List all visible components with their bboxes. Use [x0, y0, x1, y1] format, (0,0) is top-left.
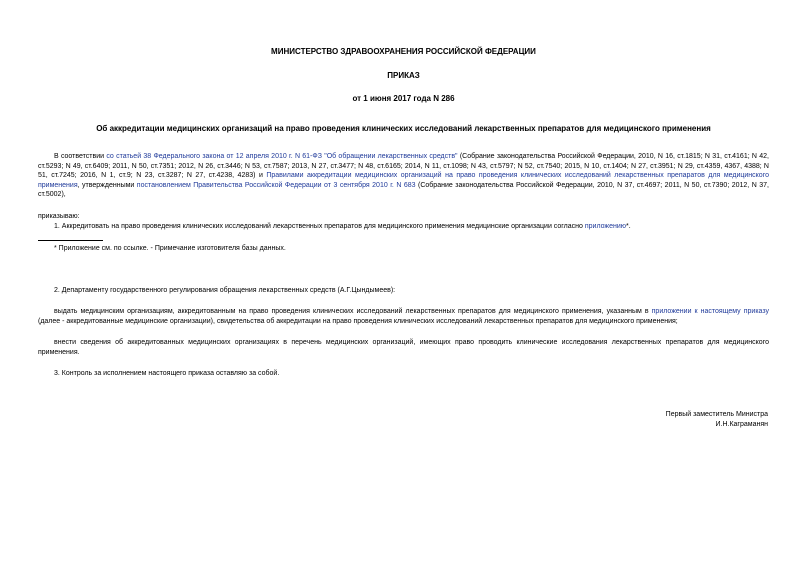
- appendix-order-link[interactable]: приложении к настоящему приказу: [651, 308, 770, 315]
- preamble-text-3: , утвержденными: [77, 181, 137, 189]
- appendix-link[interactable]: приложению: [584, 223, 627, 230]
- document-title: Об аккредитации медицинских организаций на право проведения клинических исследований лекарственных препаратов для медицинского применения: [96, 124, 711, 133]
- doc-type-heading: ПРИКАЗ: [387, 71, 420, 80]
- accreditation-rules-link[interactable]: Правилами аккредитации медицинских организаций на право проведения клинических исследований лекарственных препаратов для медицинского применения: [38, 172, 769, 189]
- item-2-sub-2: внести сведения об аккредитованных медицинских организациях в перечень медицинских организаций, имеющих право проводить клинические исследования лекарственных препаратов для медицинского применения.: [38, 339, 769, 356]
- preamble-text-1: В соответствии: [54, 153, 107, 160]
- item-1-paragraph: [38, 222, 769, 232]
- date-number-heading: от 1 июня 2017 года N 286: [352, 94, 455, 103]
- footnote-divider: [38, 240, 103, 241]
- item-2-sub-1-rest: (далее - аккредитованные медицинские организации), свидетельства об аккредитации на право проведения клинических исследований лекарственных препаратов для медицинского применения;: [38, 317, 678, 325]
- item-3-paragraph: 3. Контроль за исполнением настоящего приказа оставляю за собой.: [54, 370, 280, 377]
- law-61fz-link[interactable]: со статьей 38 Федерального закона от 12 апреля 2010 г. N 61-ФЗ "Об обращении лекарственных средств": [106, 153, 458, 160]
- order-word: приказываю:: [38, 213, 80, 220]
- item-1-suffix: *.: [626, 223, 631, 230]
- item-2-sub-1-text: выдать медицинским организациям, аккредитованным на право проведения клинических исследований лекарственных препаратов для медицинского применения, указанным в: [54, 308, 652, 315]
- government-decree-link[interactable]: постановлением Правительства Российской Федерации от 3 сентября 2010 г. N 683: [136, 181, 416, 189]
- item-2-sub-1: [38, 307, 769, 326]
- footnote: * Приложение см. по ссылке. - Примечание изготовителя базы данных.: [54, 245, 286, 252]
- signature-name: И.Н.Каграманян: [715, 421, 768, 428]
- item-2-paragraph: 2. Департаменту государственного регулирования обращения лекарственных средств (А.Г.Цындымеев):: [54, 287, 396, 294]
- ministry-heading: МИНИСТЕРСТВО ЗДРАВООХРАНЕНИЯ РОССИЙСКОЙ ФЕДЕРАЦИИ: [271, 47, 536, 56]
- preamble-paragraph: [38, 152, 769, 200]
- preamble-text-4: (Собрание законодательства Российской Федерации, 2010, N 37, ст.4697; 2011, N 50, ст.7390; 2012, N 37, ст.5002),: [38, 181, 769, 198]
- signature-position: Первый заместитель Министра: [665, 411, 768, 418]
- item-1-text: 1. Аккредитовать на право проведения клинических исследований лекарственных препаратов для медицинского применения медицинские организации согласно: [54, 223, 585, 230]
- preamble-text-2: (Собрание законодательства Российской Федерации, 2010, N 16, ст.1815; N 31, ст.4161; N 42, ст.5293; N 49, ст.6409; 2011, N 50, ст.7351; 2012, N 26, ст.3446; N 53, ст.7587; 2013, N 27, ст.3477; N 48, ст.6165; 2014, N 11, ст.1098; N 43, ст.5797; N 52, ст.7540; 2015, N 10, ст.1404; N 27, ст.3951; N 29, ст.4359, 4367, 4388; N 51, ст.7245; 2016, N 1, ст.9; N 23, ст.3287; N 27, ст.4238, 4283) и: [38, 153, 769, 179]
